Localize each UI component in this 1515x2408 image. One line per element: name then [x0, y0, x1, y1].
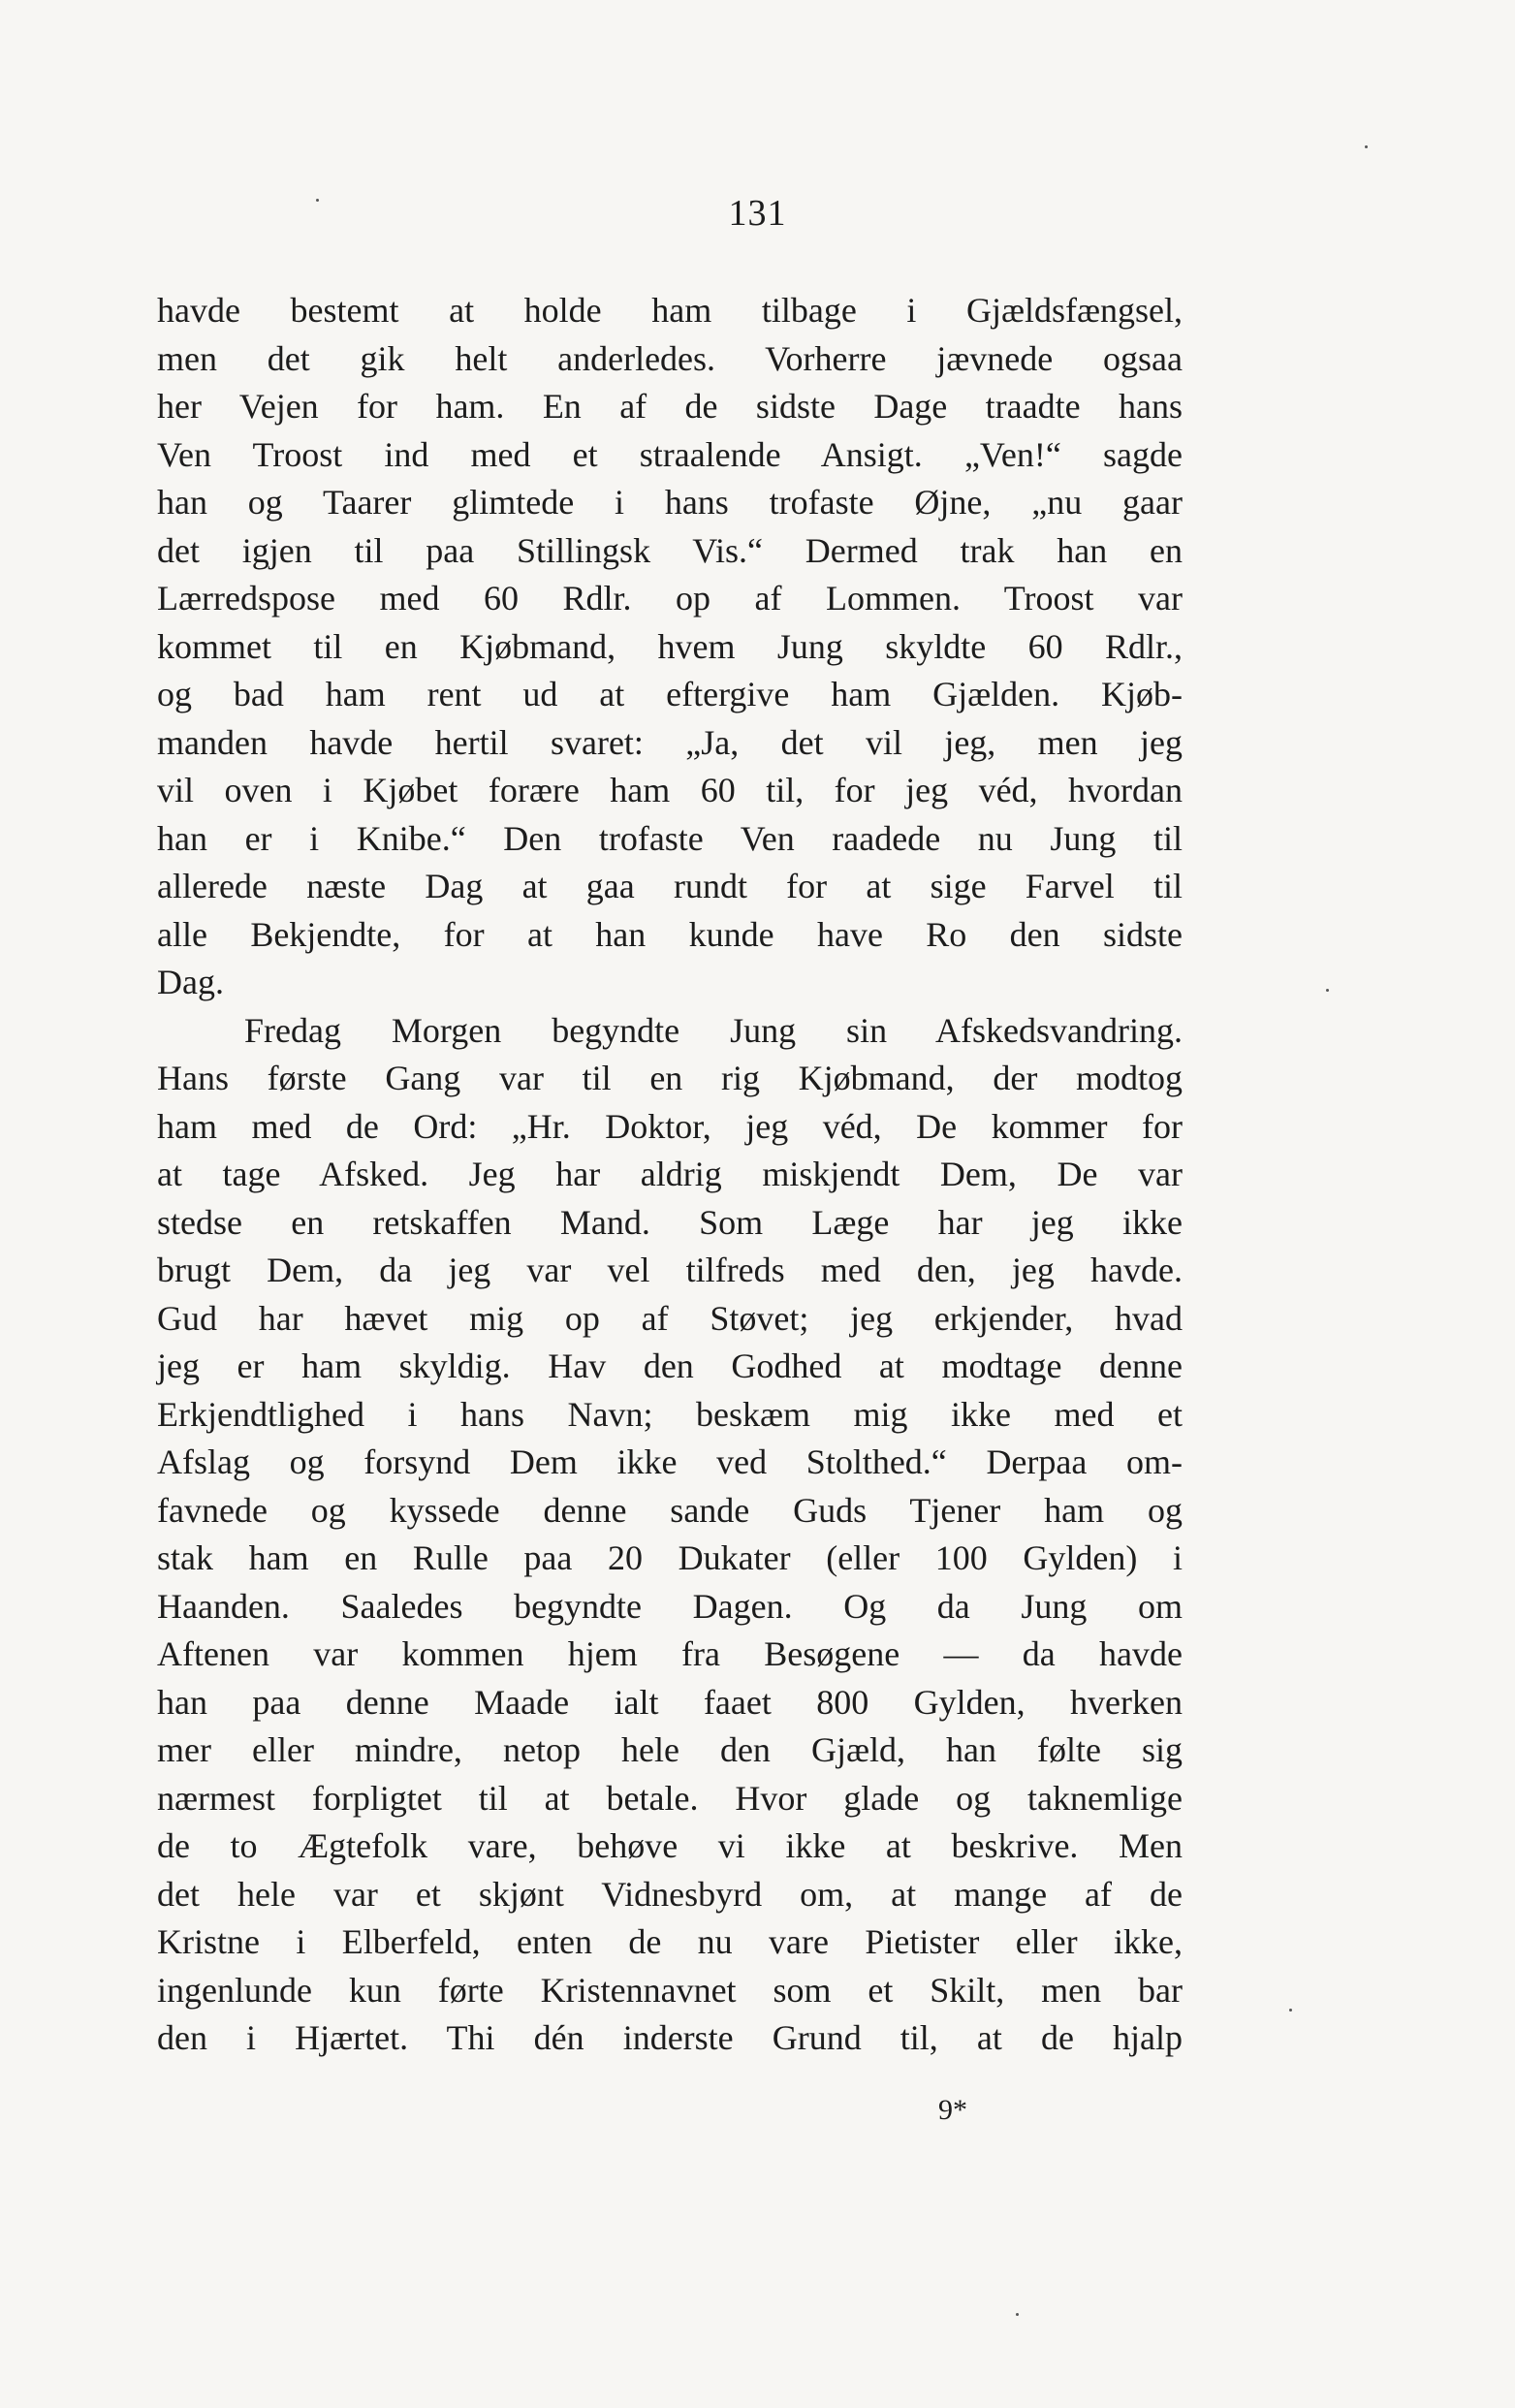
- text-line: Ven Troost ind med et straalende Ansigt. „Ven!“ sagde: [157, 434, 1183, 474]
- text-line: her Vejen for ham. En af de sidste Dage traadte hans: [157, 387, 1183, 426]
- text-line: manden havde hertil svaret: „Ja, det vil jeg, men jeg: [157, 722, 1183, 762]
- text-line-paragraph-end: Dag.: [157, 963, 224, 1001]
- text-line: stedse en retskaffen Mand. Som Læge har jeg ikke: [157, 1202, 1183, 1242]
- page-number: 131: [728, 193, 787, 234]
- text-line: Erkjendtlighed i hans Navn; beskæm mig ikke med et: [157, 1394, 1183, 1434]
- text-line: og bad ham rent ud at eftergive ham Gjælden. Kjøb-: [157, 675, 1183, 713]
- text-line: han er i Knibe.“ Den trofaste Ven raadede nu Jung til: [157, 818, 1183, 858]
- text-line: det igjen til paa Stillingsk Vis.“ Dermed trak han en: [157, 530, 1183, 570]
- text-line: vil oven i Kjøbet forære ham 60 til, for jeg véd, hvordan: [157, 771, 1183, 809]
- text-line: nærmest forpligtet til at betale. Hvor glade og taknemlige: [157, 1778, 1183, 1818]
- text-line: ingenlunde kun førte Kristennavnet som et Skilt, men bar: [157, 1970, 1183, 2010]
- paper-speck: [316, 199, 319, 202]
- text-line: Afslag og forsynd Dem ikke ved Stolthed.“ Derpaa om-: [157, 1442, 1183, 1481]
- text-line: at tage Afsked. Jeg har aldrig miskjendt Dem, De var: [157, 1155, 1183, 1193]
- text-line: de to Ægtefolk vare, behøve vi ikke at beskrive. Men: [157, 1826, 1183, 1865]
- text-line: men det gik helt anderledes. Vorherre jævnede ogsaa: [157, 338, 1183, 378]
- text-line: han og Taarer glimtede i hans trofaste Øjne, „nu gaar: [157, 483, 1183, 522]
- text-line: Gud har hævet mig op af Støvet; jeg erkjender, hvad: [157, 1298, 1183, 1338]
- text-line: brugt Dem, da jeg var vel tilfreds med den, jeg havde.: [157, 1251, 1183, 1289]
- text-line: den i Hjærtet. Thi dén inderste Grund til, at de hjalp: [157, 2018, 1183, 2057]
- text-line: han paa denne Maade ialt faaet 800 Gylden, hverken: [157, 1682, 1183, 1722]
- text-line: mer eller mindre, netop hele den Gjæld, han følte sig: [157, 1730, 1183, 1769]
- paper-speck: [1326, 989, 1329, 992]
- text-line: Lærredspose med 60 Rdlr. op af Lommen. Troost var: [157, 579, 1183, 618]
- text-line: stak ham en Rulle paa 20 Dukater (eller 100 Gylden) i: [157, 1538, 1183, 1577]
- paper-speck: [1289, 2009, 1292, 2012]
- text-line: alle Bekjendte, for at han kunde have Ro den sidste: [157, 914, 1183, 954]
- text-line: havde bestemt at holde ham tilbage i Gjældsfængsel,: [157, 291, 1183, 330]
- signature-mark: 9*: [938, 2094, 967, 2126]
- text-line: Hans første Gang var til en rig Kjøbmand, der modtog: [157, 1059, 1183, 1097]
- text-line: Kristne i Elberfeld, enten de nu vare Pietister eller ikke,: [157, 1922, 1183, 1961]
- paper-speck: [1016, 2313, 1019, 2316]
- text-line: allerede næste Dag at gaa rundt for at sige Farvel til: [157, 867, 1183, 905]
- text-line-paragraph-start: Fredag Morgen begyndte Jung sin Afskedsvandring.: [244, 1010, 1183, 1050]
- text-line: favnede og kyssede denne sande Guds Tjener ham og: [157, 1490, 1183, 1530]
- text-line: ham med de Ord: „Hr. Doktor, jeg véd, De kommer for: [157, 1106, 1183, 1146]
- paper-speck: [1365, 145, 1368, 148]
- text-line: det hele var et skjønt Vidnesbyrd om, at mange af de: [157, 1874, 1183, 1914]
- text-line: Aftenen var kommen hjem fra Besøgene — da havde: [157, 1634, 1183, 1673]
- text-line: kommet til en Kjøbmand, hvem Jung skyldte 60 Rdlr.,: [157, 626, 1183, 666]
- text-line: Haanden. Saaledes begyndte Dagen. Og da Jung om: [157, 1586, 1183, 1626]
- text-line: jeg er ham skyldig. Hav den Godhed at modtage denne: [157, 1347, 1183, 1385]
- body-text: [157, 287, 1183, 2063]
